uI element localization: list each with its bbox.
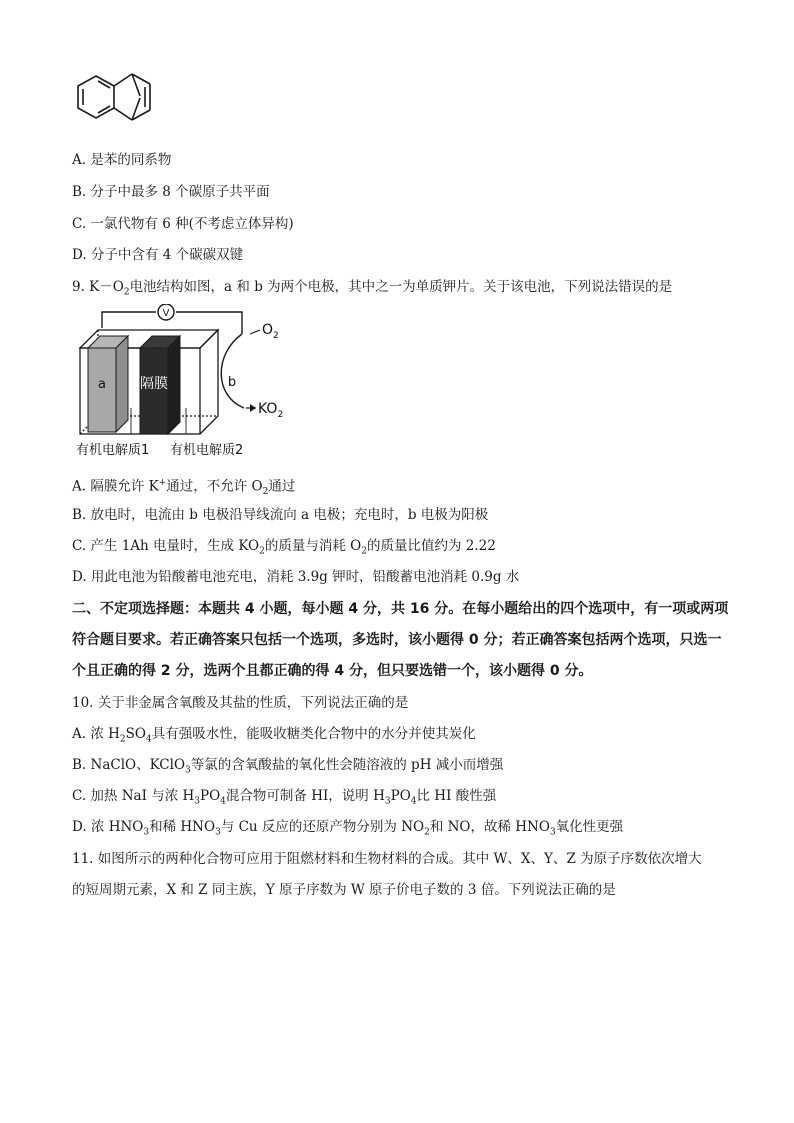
q8-option-a: A. 是苯的同系物 xyxy=(72,152,172,168)
q8-option-d: D. 分子中含有 4 个碳碳双键 xyxy=(72,247,244,263)
section2-instructions-line3: 个且正确的得 2 分，选两个且都正确的得 4 分，但只要选错一个，该小题得 0 分。 xyxy=(72,663,593,679)
electrode-b-label: b xyxy=(227,375,237,390)
q10-option-b: B. NaClO、KClO$_3$等氯的含氧酸盐的氧化性会随溶液的 pH 减小而增强 xyxy=(72,757,504,776)
electrode-b xyxy=(221,334,244,408)
ko2-label: $KO_2$ xyxy=(258,401,284,420)
q10-option-c: C. 加热 NaI 与浓 $H_3PO_4$混合物可制备 HI，说明 $H_3PO_4$比 HI 酸性强 xyxy=(72,788,497,807)
q11-stem-line1: 11. 如图所示的两种化合物可应用于阻燃材料和生物材料的合成。其中 W、X、Y、Z 为原子序数依次增大 xyxy=(72,851,702,867)
q9-stem: 9. $K-O_2$电池结构如图，a 和 b 为两个电极，其中之一为单质钾片。关于该电池，下列说法错误的是 xyxy=(72,279,673,298)
q10-option-d: D. 浓 $HNO_3$和稀 $HNO_3$与 Cu 反应的还原产物分别为 $NO_2$和 NO，故稀 $HNO_3$氧化性更强 xyxy=(72,819,624,838)
voltmeter-label: V xyxy=(162,308,170,319)
q9-option-b: B. 放电时，电流由 b 电极沿导线流向 a 电极；充电时，b 电极为阳极 xyxy=(72,507,489,523)
q10-stem: 10. 关于非金属含氧酸及其盐的性质，下列说法正确的是 xyxy=(72,695,409,711)
q8-option-c: C. 一氯代物有 6 种(不考虑立体异构) xyxy=(72,216,294,232)
section2-instructions-line1: 二、不定项选择题：本题共 4 小题，每小题 4 分，共 16 分。在每小题给出的四个选项中，有一项或两项 xyxy=(72,601,729,617)
electrolyte1-label: 有机电解质1 xyxy=(76,443,150,458)
section2-instructions-line2: 符合题目要求。若正确答案只包括一个选项，多选时，该小题得 0 分；若正确答案包括两个选项，只选一 xyxy=(72,632,722,648)
battery-diagram xyxy=(74,304,296,464)
o2-label: $O_2$ xyxy=(262,322,279,341)
q10-option-a: A. 浓 $H_2SO_4$具有强吸水性，能吸收糖类化合物中的水分并使其炭化 xyxy=(72,726,476,745)
electrolyte2-label: 有机电解质2 xyxy=(170,443,244,458)
molecule-structure-figure xyxy=(74,70,186,134)
membrane-label: 隔膜 xyxy=(140,376,168,392)
q9-option-c: C. 产生 1Ah 电量时，生成 $KO_2$的质量与消耗 $O_2$的质量比值约为 2.22 xyxy=(72,538,496,557)
q9-option-a: A. 隔膜允许 K+通过，不允许 $O_2$通过 xyxy=(72,478,296,498)
electrode-a-label: a xyxy=(98,377,106,392)
q8-option-b: B. 分子中最多 8 个碳原子共平面 xyxy=(72,184,270,200)
q9-option-d: D. 用此电池为铅酸蓄电池充电，消耗 3.9g 钾时，铅酸蓄电池消耗 0.9g 水 xyxy=(72,569,520,585)
q11-stem-line2: 的短周期元素，X 和 Z 同主族，Y 原子序数为 W 原子价电子数的 3 倍。下列说法正确的是 xyxy=(72,882,616,898)
